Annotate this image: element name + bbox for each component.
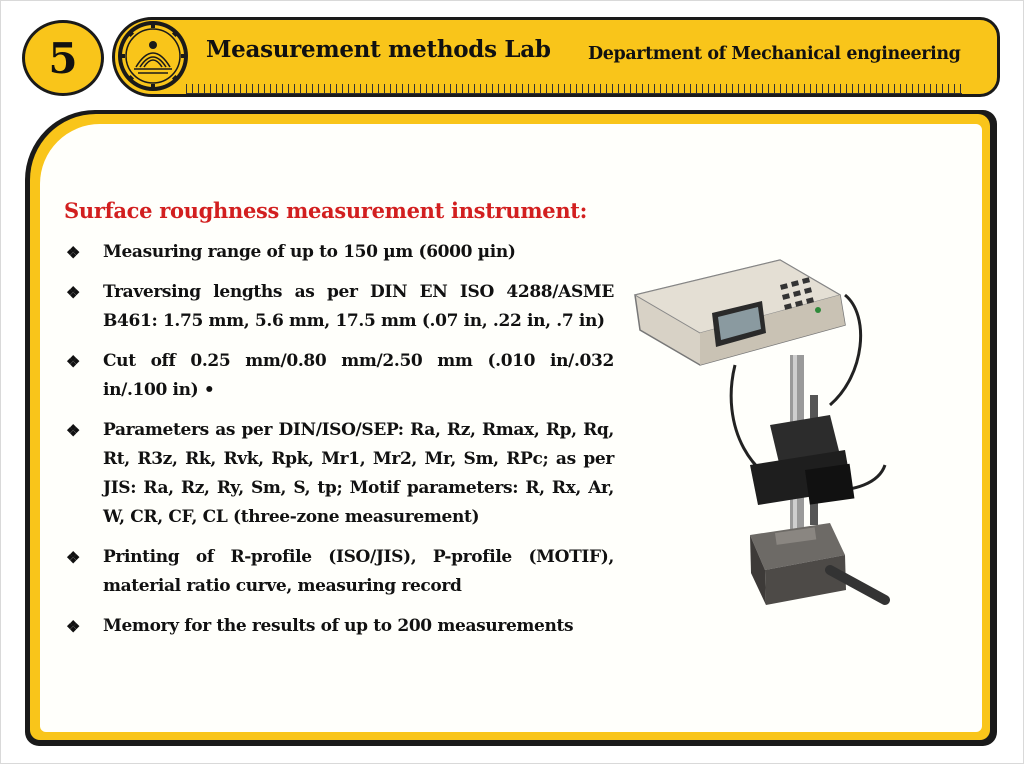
diamond-bullet-icon: ❖ <box>66 617 80 636</box>
bullet-text: Printing of R-profile (ISO/JIS), P-profile (MOTIF), material ratio curve, measuring record <box>103 547 614 596</box>
department-title: Department of Mechanical engineering <box>588 44 961 64</box>
diamond-bullet-icon: ❖ <box>66 548 80 567</box>
slide-number-badge: 5 <box>22 20 104 96</box>
section-title: Surface roughness measurement instrument: <box>64 198 588 223</box>
lab-title: Measurement methods Lab <box>206 36 551 63</box>
list-item <box>64 347 614 405</box>
list-item <box>64 416 614 532</box>
diamond-bullet-icon: ❖ <box>66 352 80 371</box>
diamond-bullet-icon: ❖ <box>66 283 80 302</box>
roughness-tester-photo <box>630 255 900 620</box>
bullet-text: Measuring range of up to 150 µm (6000 µin) <box>103 242 516 262</box>
bullet-text: Parameters as per DIN/ISO/SEP: Ra, Rz, Rmax, Rp, Rq, Rt, R3z, Rk, Rvk, Rpk, Mr1, Mr2, Mr, Sm, RPc; as per JIS: Ra, Rz, Ry, Sm, S, tp; Motif parameters: R, Rx, Ar, W, CR, CF, CL (three-zone measurement) <box>103 420 614 527</box>
bullet-list <box>64 238 614 652</box>
bullet-text: Memory for the results of up to 200 measurements <box>103 616 574 636</box>
list-item <box>64 543 614 601</box>
list-item <box>64 238 614 267</box>
header-ruler-divider <box>186 84 962 94</box>
list-item <box>64 278 614 336</box>
diamond-bullet-icon: ❖ <box>66 243 80 262</box>
university-emblem-icon <box>116 19 190 93</box>
bullet-text: Traversing lengths as per DIN EN ISO 4288/ASME B461: 1.75 mm, 5.6 mm, 17.5 mm (.07 in, .22 in, .7 in) <box>103 282 614 331</box>
bullet-text: Cut off 0.25 mm/0.80 mm/2.50 mm (.010 in/.032 in/.100 in) • <box>103 351 614 400</box>
diamond-bullet-icon: ❖ <box>66 421 80 440</box>
list-item <box>64 612 614 641</box>
